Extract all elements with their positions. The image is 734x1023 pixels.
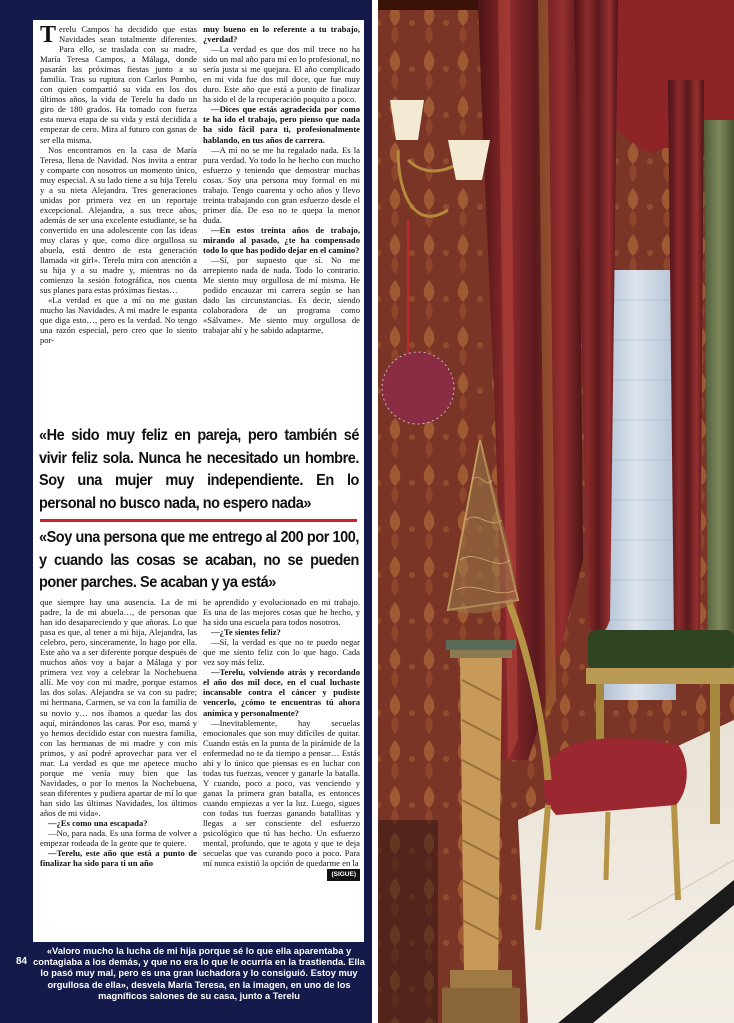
- article-column-3: [40, 597, 197, 937]
- interview-question: —Terelu, este año que está a punto de finalizar ha sido para ti un año: [40, 848, 197, 869]
- interview-question: —En estos treinta años de trabajo, mirando al pasado, ¿te ha compensado todo lo que has podido dejar en el camino?: [203, 224, 360, 256]
- interview-question: —Dices que estás agradecida por como te ha ido el trabajo, pero pienso que nada ha sido fácil para ti, profesionalmente hablando, en tus años de carrera.: [203, 104, 360, 145]
- interview-question: muy bueno en lo referente a tu trabajo, ¿verdad?: [203, 24, 360, 45]
- paragraph: que siempre hay una ausencia. La de mi padre, la de mi abuela…, de personas que han ido desapareciendo y que añoras. Lo que pasa es que, al tener a mi hija, Alejandra, las celebro, pero, sinceramente, lo hago por ella. Este año va a ser diferente porque después de muchos años voy a bajar a Málaga y por primera vez voy a celebrar la Nochebuena allí. Me voy con mi madre, porque estamos las dos solas. Alejandra se va con su padre; mi hermana, Carmen, se va con la familia de su novio y… nos íbamos a quedar las dos aquí, mirándonos las caras. Por eso, mamá y yo hemos decidido estar con nuestra familia, con las hermanas de mi madre y con mis primos, y así podré aprovechar para ver el mar. La verdad es que me apetece mucho porque me venía muy bien que las Navidades, o por lo menos la Nochebuena, sean diferentes y pudiera apartar de mí lo que han sido las últimas Navidades, los últimos años de mi vida».: [40, 597, 197, 818]
- paragraph: —No, para nada. Es una forma de volver a empezar rodeada de la gente que te quiere.: [40, 828, 197, 849]
- interview-question: —Terelu, volviendo atrás y recordando el año dos mil doce, en el cual luchaste incansable contra el cáncer y pudiste vencerlo, ¿cómo te encuentras tú ahora anímica y personalmente?: [203, 667, 360, 718]
- photo-caption: «Valoro mucho la lucha de mi hija porque sé lo que ella aparentaba y contagiaba a los demás, y que no era lo que le ocurría en la trastienda. Ella lo pasó muy mal, pero es una gran luchadora y lo consiguió. Estoy muy orgullosa de ella», desvela María Teresa, en la imagen, en uno de los magníficos salones de su casa, junto a Terelu: [33, 946, 365, 1001]
- paragraph: he aprendido y evolucionado en mi trabajo. Es una de las mejores cosas que he hecho, y ha sido una escuela para todos nosotros.: [203, 597, 360, 628]
- interview-question: —¿Te sientes feliz?: [211, 627, 281, 638]
- article-column-2: [203, 24, 360, 422]
- article-column-4: [203, 597, 360, 937]
- continued-tag: (SIGUE): [327, 869, 360, 881]
- paragraph: Nos encontramos en la casa de María Teresa, llena de Navidad. Nos invita a entrar y comparte con nosotros un momento único, muy especial. A su lado tiene a su hija Terelu y a su nieta Alejandra. Tres generaciones unidas por primera vez en un reportaje excepcional. Alejandra, a sus trece años, además de ser una excelente estudiante, se ha convertido en una adolescente con las ideas muy claras y que, como dice orgullosa su abuela, está dentro de esta generación llamada «it girl». Terelu mira con atención a su hija y a su madre y, mientras no da comienzo la sesión fotográfica, nos cuenta sus planes para estas próximas fiestas…: [40, 144, 197, 296]
- pull-quote-2: «Soy una persona que me entrego al 200 por 100, y cuando las cosas se acaban, no se pueden poner parches. Se acaban y ya está»: [39, 529, 359, 591]
- paragraph: —Sí, la verdad es que no te puedo negar que me siento feliz con lo que hago. Cada vez soy más feliz.: [203, 637, 360, 668]
- interview-question: —¿Es como una escapada?: [48, 818, 148, 829]
- red-divider: [40, 519, 357, 522]
- column-4-text: [203, 597, 360, 868]
- paragraph: —Sí, por supuesto que sí. No me arrepiento nada de nada. Todo lo contrario. Me siento muy orgullosa de mí misma. He podido encauzar mi carrera según se han dado las circunstancias. Es decir, siendo colaboradora de un programa como «Sálvame». Me siento muy orgullosa de trabajar ahí y he sabido adaptarme,: [203, 255, 360, 336]
- drop-cap: T: [40, 22, 57, 48]
- paragraph: —A mí no se me ha regalado nada. Es la pura verdad. Yo todo lo he hecho con mucho esfuerzo y teniendo que demostrar muchas cosas. Soy una persona muy formal en mi trabajo. Tengo cuarenta y ocho años y llevo treinta trabajando con gran esfuerzo desde el primer día. De eso no te quepa la menor duda.: [203, 144, 360, 225]
- pull-quote-1: «He sido muy feliz en pareja, pero también sé vivir feliz sola. Nunca he necesitado un hombre. Soy una mujer muy independiente. En lo personal no busco nada, no espero nada»: [39, 427, 359, 512]
- interior-photo: [378, 0, 734, 1023]
- page-number: 84: [16, 956, 28, 967]
- photo-illustration: [378, 0, 734, 1023]
- paragraph: «La verdad es que a mí no me gustan mucho las Navidades. A mi madre le espanta que diga esto…, pero es la verdad. No tengo una razón especial, pero creo que lo siento por-: [40, 295, 197, 346]
- paragraph: —Inevitablemente, hay secuelas emocionales que son muy difíciles de quitar. Cuando estás en la punta de la pirámide de la enfermedad no te da tiempo a pensar… Estás ahí y lo único que piensas es en luchar con todas tus fuerzas, vencer y ganarle la batalla. Y cuando, poco a poco, vas venciendo y ganas la primera gran batalla, es entonces cuando empiezas a ver la luz. Luego, sigues con todas tus fuerzas ganando batallitas y llegas a ser consciente del esfuerzo psicológico que tú has hecho. Un esfuerzo mental, profundo, que te agota y que te deja secuelas que vas curando poco a poco. Para mí nunca existió la opción de quedarme en la: [203, 717, 360, 869]
- paragraph: —La verdad es que dos mil trece no ha sido un mal año para mí en lo profesional, no sería justa si me quejara. El año complicado en mi vida fue dos mil doce, que fue muy duro. Este año que está a punto de finalizar ha sido el de la recuperación poquito a poco.: [203, 44, 360, 105]
- paragraph: Terelu Campos ha decidido que estas Navidades sean totalmente diferentes. Para ello, se traslada con su madre, María Teresa Campos, a Málaga, donde pasarán las próximas fiestas junto a su familia. Tras su ruptura con Carlos Pombo, con quien compartió su vida en los dos últimos años, la vida de Terelu ha dado un giro de 180 grados. Ha tomado con fuerza esta nueva etapa de su vida y está decidida a empezar de cero. Mira al futuro con ganas de ser ella misma.: [40, 22, 197, 145]
- article-column-1: [40, 24, 197, 422]
- article-panel: [33, 20, 364, 942]
